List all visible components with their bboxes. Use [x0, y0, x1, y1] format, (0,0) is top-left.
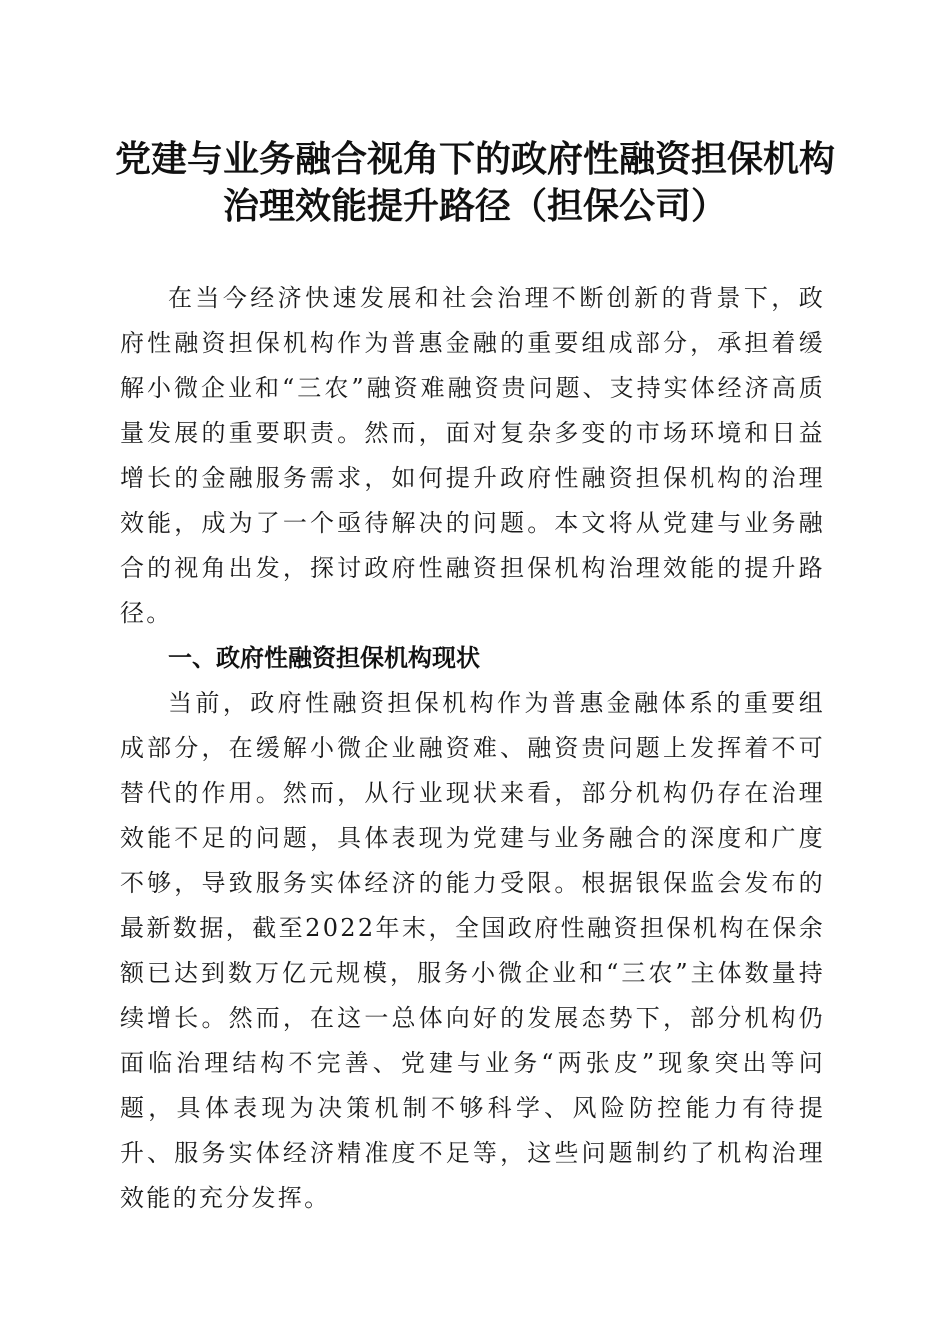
document-title	[100, 136, 850, 230]
intro-paragraph: 在当今经济快速发展和社会治理不断创新的背景下，政府性融资担保机构作为普惠金融的重要组成部分，承担着缓解小微企业和“三农”融资难融资贵问题、支持实体经济高质量发展的重要职责。然而，面对复杂多变的市场环境和日益增长的金融服务需求，如何提升政府性融资担保机构的治理效能，成为了一个亟待解决的问题。本文将从党建与业务融合的视角出发，探讨政府性融资担保机构治理效能的提升路径。	[120, 284, 825, 627]
section-1-paragraph: 当前，政府性融资担保机构作为普惠金融体系的重要组成部分，在缓解小微企业融资难、融资贵问题上发挥着不可替代的作用。然而，从行业现状来看，部分机构仍存在治理效能不足的问题，具体表现为党建与业务融合的深度和广度不够，导致服务实体经济的能力受限。根据银保监会发布的最新数据，截至2022年末，全国政府性融资担保机构在保余额已达到数万亿元规模，服务小微企业和“三农”主体数量持续增长。然而，在这一总体向好的发展态势下，部分机构仍面临治理结构不完善、党建与业务“两张皮”现象突出等问题，具体表现为决策机制不够科学、风险防控能力有待提升、服务实体经济精准度不足等，这些问题制约了机构治理效能的充分发挥。	[120, 689, 825, 1212]
section-heading-1: 一、政府性融资担保机构现状	[168, 644, 480, 672]
document-title-line-2: 治理效能提升路径（担保公司）	[222, 185, 727, 227]
document-body	[120, 276, 825, 1221]
document-title-line-1: 党建与业务融合视角下的政府性融资担保机构	[114, 138, 835, 180]
